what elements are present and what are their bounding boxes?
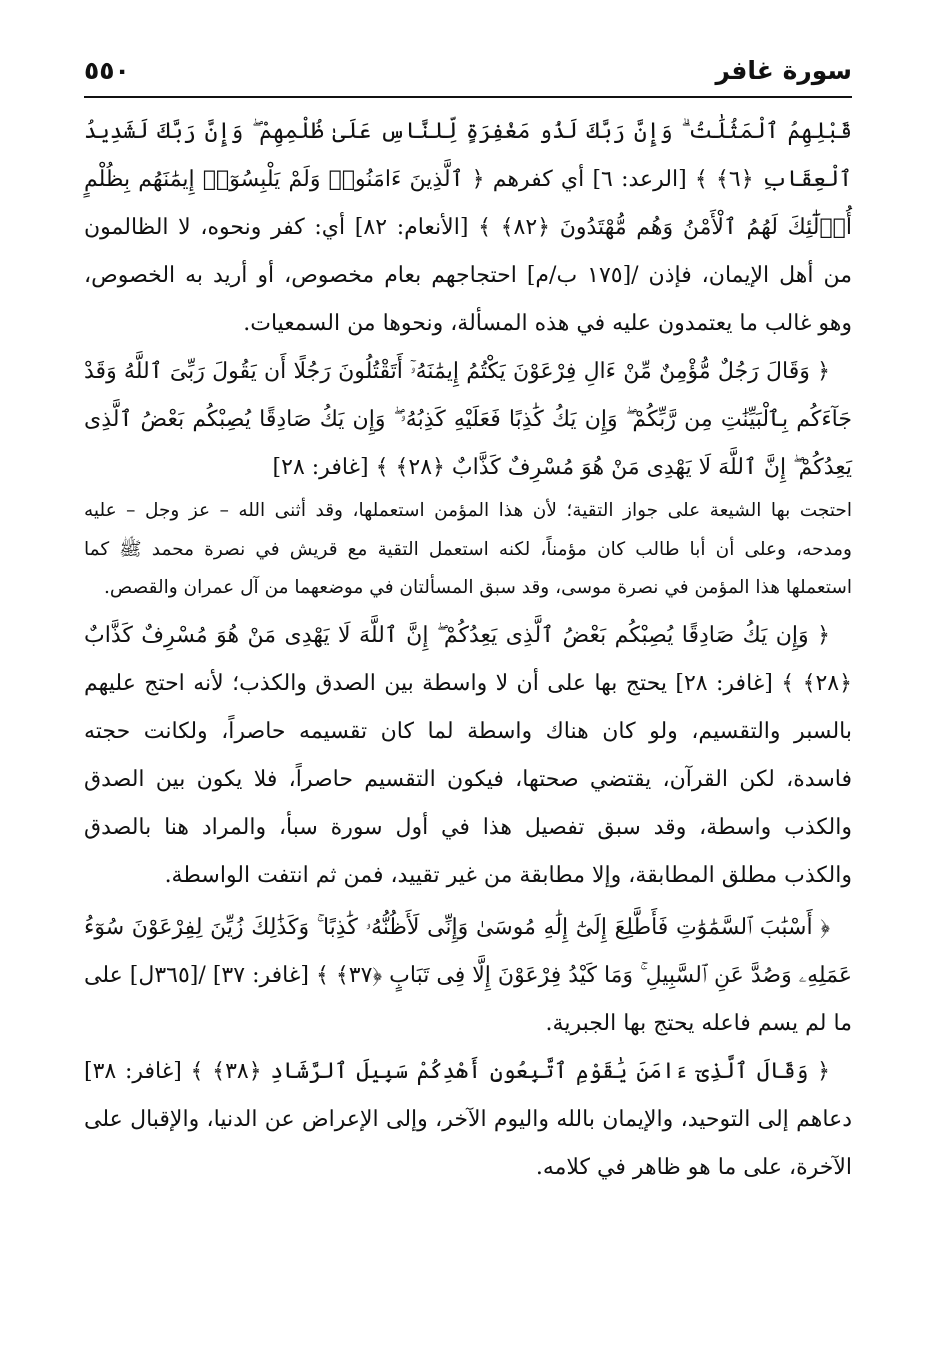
paragraph-4: ﴿ وَإِن يَكُ صَادِقًا يُصِبْكُم بَعْضُ ٱلَّذِى يَعِدُكُمْ ۖ إِنَّ ٱللَّهَ لَا يَهْدِى مَنْ هُوَ مُسْرِفٌ كَذَّابٌ ﴿٢٨﴾ ﴾ [غافر: ٢٨] يحتج بها على أن لا واسطة بين الصدق والكذب؛ لأنه احتج عليهم بالسبر والتقسيم، ولو كان هناك واسطة لما كان تقسيمه حاصراً، ولكانت حجته فاسدة، لكن القرآن، يقتضي صحتها، فيكون التقسيم حاصراً، فلا يكون بين الصدق والكذب واسطة، وقد سبق تفصيل هذا في أول سورة سبأ، والمراد هنا بالصدق والكذب مطلق المطابقة، وإلا مطابقة من غير تقييد، فمن ثم انتفت الواسطة. (84, 622, 853, 888)
paragraph-3: احتجت بها الشيعة على جواز التقية؛ لأن هذا المؤمن استعملها، وقد أثنى الله – عز وجل – عليه ومدحه، وعلى أن أبا طالب كان مؤمناً، لكنه استعمل التقية مع قريش في نصرة محمد ﷺ كما استعملها هذا المؤمن في نصرة موسى، وقد سبق المسألتان في موضعهما من آل عمران والقصص. (84, 500, 852, 598)
paragraph-1: قَبْلِهِمُ ٱلْمَثُلَٰتُ ۗ وَإِنَّ رَبَّكَ لَذُو مَغْفِرَةٍ لِّلنَّاسِ عَلَىٰ ظُلْمِهِمْ ۖ وَإِنَّ رَبَّكَ لَشَدِيدُ ٱلْعِقَابِ ﴿٦﴾ ﴾ [الرعد: ٦] أي كفرهم ﴿ ٱلَّذِينَ ءَامَنُوا۟ وَلَمْ يَلْبِسُوٓا۟ إِيمَٰنَهُم بِظُلْمٍ أُو۟لَٰٓئِكَ لَهُمُ ٱلْأَمْنُ وَهُم مُّهْتَدُونَ ﴿٨٢﴾ ﴾ [الأنعام: ٨٢] أي: كفر ونحوه، لا الظالمون من أهل الإيمان، فإذن /[١٧٥ ب/م] احتجاجهم بعام مخصوص، أو أريد به الخصوص، وهو غالب ما يعتمدون عليه في هذه المسألة، ونحوها من السمعيات. (84, 119, 853, 336)
page-body (84, 108, 852, 1192)
paragraph-5: ﴿ أَسْبَٰبَ ٱلسَّمَٰوَٰتِ فَأَطَّلِعَ إِلَىٰٓ إِلَٰهِ مُوسَىٰ وَإِنِّى لَأَظُنُّهُۥ كَٰذِبًا ۚ وَكَذَٰلِكَ زُيِّنَ لِفِرْعَوْنَ سُوٓءُ عَمَلِهِۦ وَصُدَّ عَنِ ٱلسَّبِيلِ ۚ وَمَا كَيْدُ فِرْعَوْنَ إِلَّا فِى تَبَابٍ ﴿٣٧﴾ ﴾ [غافر: ٣٧] /[٣٦٥ل] على ما لم يسم فاعله يحتج بها الجبرية. (84, 914, 852, 1036)
paragraph-6: ﴿ وَقَالَ ٱلَّذِىٓ ءَامَنَ يَٰقَوْمِ ٱتَّبِعُونِ أَهْدِكُمْ سَبِيلَ ٱلرَّشَادِ ﴿٣٨﴾ ﴾ [غافر: ٣٨] دعاهم إلى التوحيد، والإيمان بالله واليوم الآخر، وإلى الإعراض عن الدنيا، والإقبال على الآخرة، على ما هو ظاهر في كلامه. (84, 1058, 852, 1180)
paragraph-2: ﴿ وَقَالَ رَجُلٌ مُّؤْمِنٌ مِّنْ ءَالِ فِرْعَوْنَ يَكْتُمُ إِيمَٰنَهُۥٓ أَتَقْتُلُونَ رَجُلًا أَن يَقُولَ رَبِّىَ ٱللَّهُ وَقَدْ جَآءَكُم بِٱلْبَيِّنَٰتِ مِن رَّبِّكُمْ ۖ وَإِن يَكُ كَٰذِبًا فَعَلَيْهِ كَذِبُهُۥ ۖ وَإِن يَكُ صَادِقًا يُصِبْكُم بَعْضُ ٱلَّذِى يَعِدُكُمْ ۖ إِنَّ ٱللَّهَ لَا يَهْدِى مَنْ هُوَ مُسْرِفٌ كَذَّابٌ ﴿٢٨﴾ ﴾ [غافر: ٢٨] (84, 359, 852, 480)
surah-title: سورة غافر (715, 56, 852, 85)
page-number: ٥٥٠ (84, 56, 130, 85)
page-header (84, 50, 852, 98)
